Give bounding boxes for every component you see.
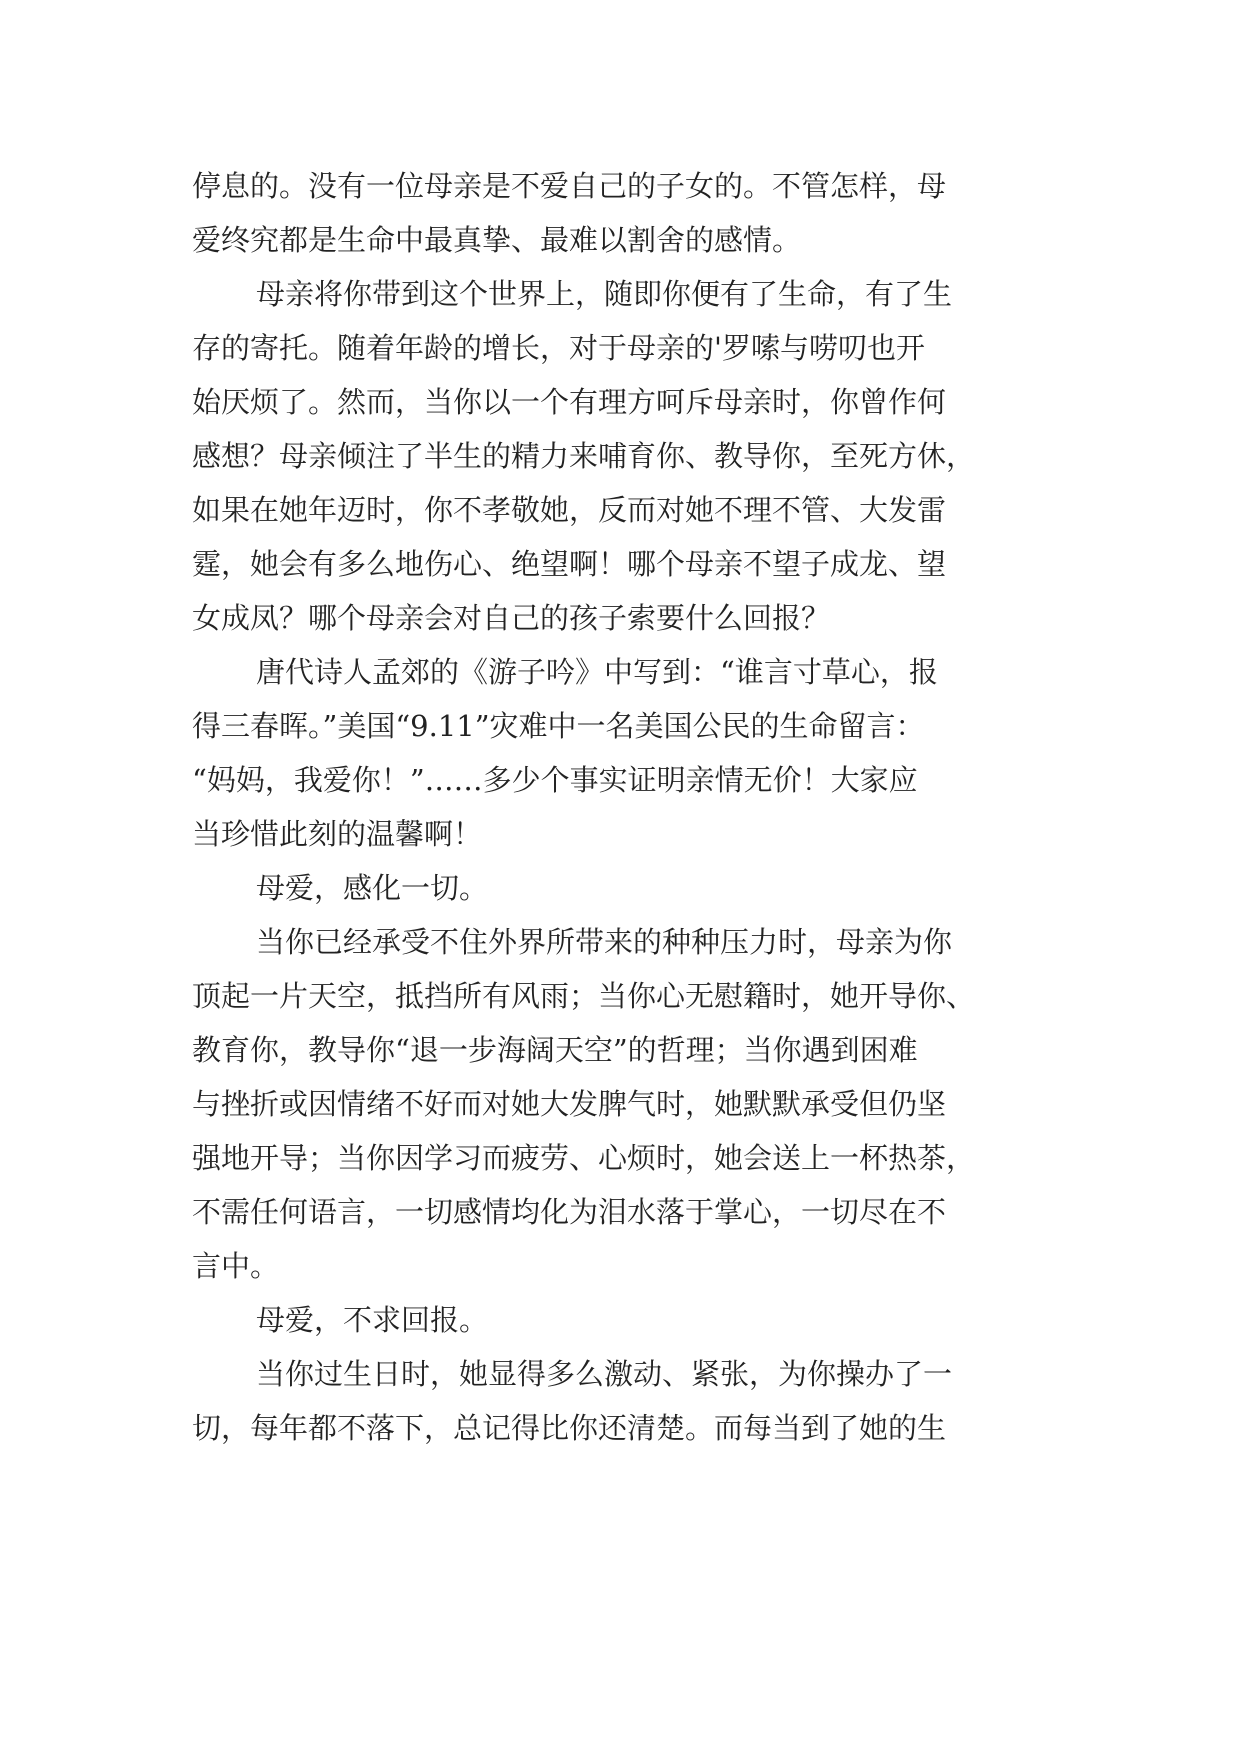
text-line: [0, 1238, 1241, 1294]
text-line-content: 霆，她会有多么地伤心、绝望啊！哪个母亲不望子成龙、望: [192, 547, 947, 581]
text-line: [0, 590, 1241, 646]
text-line-content: 与挫折或因情绪不好而对她大发脾气时，她默默承受但仍坚: [192, 1087, 947, 1121]
text-line: [0, 482, 1241, 538]
section-heading: [0, 1292, 1241, 1348]
text-line: [0, 1022, 1241, 1078]
text-line-content: 感想？母亲倾注了半生的精力来哺育你、教导你，至死方休，: [192, 439, 976, 473]
text-line: [0, 968, 1241, 1024]
text-line-content: 母爱，感化一切。: [256, 871, 489, 905]
text-line: [0, 752, 1241, 808]
text-line-content: 不需任何语言，一切感情均化为泪水落于掌心，一切尽在不: [192, 1195, 947, 1229]
text-line-content: 始厌烦了。然而，当你以一个有理方呵斥母亲时，你曾作何: [192, 385, 947, 419]
text-line-content: 存的寄托。随着年龄的增长，对于母亲的'罗嗦与唠叨也开: [192, 331, 925, 365]
text-line: [0, 212, 1241, 268]
text-line-content: 言中。: [192, 1249, 280, 1283]
text-line: [0, 1184, 1241, 1240]
text-line-content: 当你已经承受不住外界所带来的种种压力时，母亲为你: [256, 925, 953, 959]
paragraph-first-line: [0, 266, 1241, 322]
text-line-content: “妈妈，我爱你！”……多少个事实证明亲情无价！大家应: [192, 763, 918, 797]
text-line-content: 唐代诗人孟郊的《游子吟》中写到：“谁言寸草心，报: [256, 655, 938, 689]
section-heading: [0, 860, 1241, 916]
text-line: [0, 428, 1241, 484]
text-line: [0, 1400, 1241, 1456]
text-line: [0, 374, 1241, 430]
text-line: [0, 698, 1241, 754]
text-line-content: 停息的。没有一位母亲是不爱自己的子女的。不管怎样，母: [192, 169, 947, 203]
text-line-content: 教育你，教导你“退一步海阔天空”的哲理；当你遇到困难: [192, 1033, 918, 1067]
text-line-content: 强地开导；当你因学习而疲劳、心烦时，她会送上一杯热茶，: [192, 1141, 976, 1175]
text-line-content: 得三春晖。”美国“9.11”灾难中一名美国公民的生命留言：: [192, 709, 925, 743]
text-line: [0, 1076, 1241, 1132]
text-line-content: 母爱，不求回报。: [256, 1303, 489, 1337]
text-line-content: 爱终究都是生命中最真挚、最难以割舍的感情。: [192, 223, 802, 257]
text-line-content: 如果在她年迈时，你不孝敬她，反而对她不理不管、大发雷: [192, 493, 947, 527]
text-line-content: 女成凤？哪个母亲会对自己的孩子索要什么回报？: [192, 601, 831, 635]
paragraph-first-line: [0, 914, 1241, 970]
text-line: [0, 536, 1241, 592]
text-line: [0, 1130, 1241, 1186]
text-line: [0, 806, 1241, 862]
text-line-content: 当珍惜此刻的温馨啊！: [192, 817, 483, 851]
text-line-content: 切，每年都不落下，总记得比你还清楚。而每当到了她的生: [192, 1411, 947, 1445]
paragraph-first-line: [0, 644, 1241, 700]
text-line-content: 顶起一片天空，抵挡所有风雨；当你心无慰籍时，她开导你、: [192, 979, 976, 1013]
text-line-content: 当你过生日时，她显得多么激动、紧张，为你操办了一: [256, 1357, 953, 1391]
text-line: [0, 158, 1241, 214]
text-line-content: 母亲将你带到这个世界上，随即你便有了生命，有了生: [256, 277, 953, 311]
paragraph-first-line: [0, 1346, 1241, 1402]
text-line: [0, 320, 1241, 376]
